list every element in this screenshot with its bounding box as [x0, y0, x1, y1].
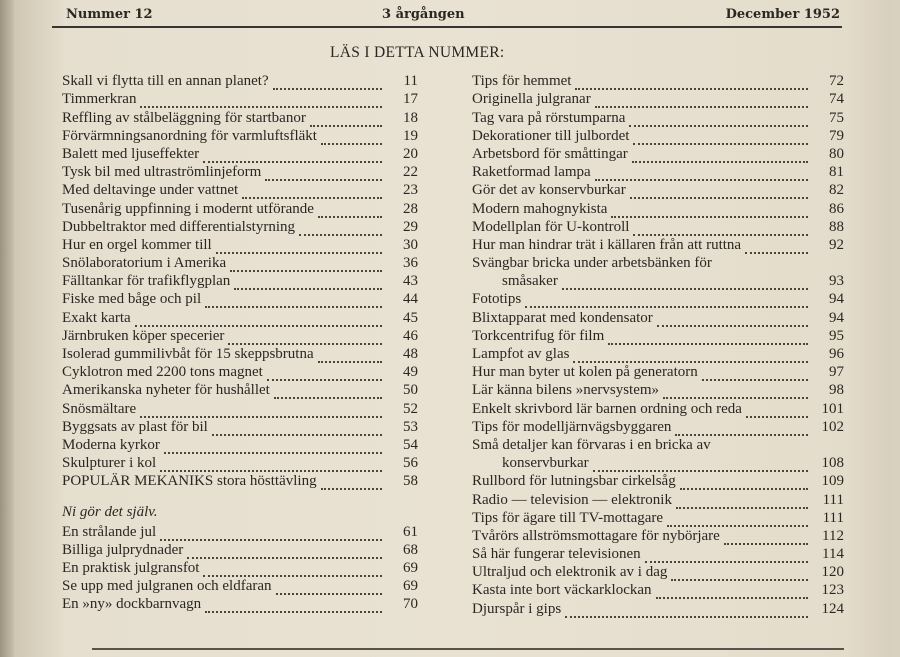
toc-entry [62, 522, 418, 540]
toc-entry-title: Se upp med julgranen och eldfaran [62, 578, 272, 595]
dot-leader [645, 548, 808, 563]
dot-leader [676, 494, 808, 509]
toc-entry [62, 399, 418, 417]
toc-entry-title: Isolerad gummilivbåt för 15 skeppsbrutna [62, 346, 314, 362]
toc-entry-title: Fiske med båge och pil [62, 291, 202, 308]
toc-entry [472, 545, 844, 563]
dot-leader [675, 421, 808, 436]
toc-entry [472, 290, 844, 308]
dot-leader [135, 312, 382, 327]
dot-leader [656, 584, 808, 599]
toc-entry [62, 595, 418, 613]
toc-entry [472, 254, 844, 272]
toc-entry-page: 111 [822, 491, 844, 508]
toc-entry-page: 11 [403, 73, 418, 90]
toc-entry-title: Snölaboratorium i Amerika [62, 255, 227, 272]
toc-entry-title: Små detaljer kan förvaras i en bricka av [472, 436, 711, 453]
toc-entry [62, 559, 418, 577]
toc-entry-title: En »ny» dockbarnvagn [62, 596, 202, 613]
toc-entry-page: 101 [821, 400, 844, 417]
toc-entry-page: 61 [403, 523, 418, 540]
toc-entry [472, 581, 844, 599]
toc-entry [472, 345, 844, 363]
toc-entry-title: Lär känna bilens »nervsystem» [472, 382, 660, 399]
dot-leader [593, 457, 808, 472]
toc-entry-page: 123 [821, 582, 844, 599]
dot-leader [160, 526, 382, 541]
toc-entry-page: 111 [822, 509, 844, 526]
toc-entry-title: POPULÄR MEKANIKS stora hösttävling [62, 473, 317, 490]
dot-leader [680, 475, 808, 490]
toc-entry-page: 81 [829, 164, 844, 181]
toc-entry-title: Förvärmningsanordning för varmluftsfläkt [62, 127, 317, 144]
toc-entry-page: 109 [821, 473, 844, 490]
toc-entry [472, 108, 844, 126]
toc-entry-page: 48 [403, 346, 418, 362]
toc-entry-title: Moderna kyrkor [62, 436, 160, 453]
toc-entry-page: 44 [403, 291, 418, 308]
dot-leader [671, 566, 808, 581]
dot-leader [265, 166, 382, 181]
toc-entry-page: 74 [829, 91, 844, 108]
toc-entry [62, 418, 418, 436]
toc-entry-title: Exakt karta [62, 309, 131, 326]
toc-entry-page: 20 [403, 145, 418, 162]
toc-entry-title: Kasta inte bort väckarklockan [472, 582, 652, 599]
dot-leader [633, 130, 808, 145]
toc-entry-title: Svängbar bricka under arbetsbänken för [472, 255, 712, 272]
toc-entry [62, 290, 418, 308]
toc-entry-page: 52 [403, 400, 418, 417]
toc-entry-page: 23 [403, 182, 418, 199]
dot-leader [310, 112, 382, 127]
toc-entry-page: 28 [403, 200, 418, 217]
dot-leader [230, 257, 382, 272]
toc-entry [62, 236, 418, 254]
toc-entry-title: Djurspår i gips [472, 600, 562, 617]
toc-entry-title: Dubbeltraktor med differentialstyrning [62, 218, 295, 235]
dot-leader [630, 184, 808, 199]
dot-leader [608, 330, 808, 345]
contents-title: LÄS I DETTA NUMMER: [330, 44, 505, 61]
toc-entry [472, 72, 844, 90]
toc-entry-title: Tysk bil med ultraströmlinjeform [62, 164, 262, 181]
toc-entry-title: Modellplan för U-kontroll [472, 218, 630, 235]
toc-entry-page: 97 [829, 364, 844, 381]
toc-entry-title: Tvårörs allströmsmottagare för nybörjare [472, 527, 720, 544]
toc-entry-page: 46 [403, 327, 418, 344]
dot-leader [724, 530, 808, 545]
toc-entry-title: En praktisk julgransfot [62, 559, 200, 576]
toc-entry-page: 54 [403, 436, 418, 453]
toc-entry-title: Balett med ljuseffekter [62, 145, 200, 162]
toc-entry-page: 79 [829, 127, 844, 144]
toc-entry [472, 381, 844, 399]
dot-leader [140, 403, 382, 418]
toc-entry-title: Snösmältare [62, 400, 137, 417]
contents-right-column [472, 72, 844, 618]
toc-entry [472, 599, 844, 617]
toc-entry-title: Tips för hemmet [472, 73, 572, 90]
dot-leader [242, 184, 382, 199]
toc-entry [472, 181, 844, 199]
toc-entry [472, 145, 844, 163]
toc-entry [472, 490, 844, 508]
dot-leader [667, 512, 808, 527]
toc-entry-page: 120 [821, 564, 844, 581]
dot-leader [633, 221, 808, 236]
toc-entry-page: 92 [829, 236, 844, 253]
toc-entry-page: 69 [403, 578, 418, 595]
toc-entry-page: 30 [403, 236, 418, 253]
toc-entry-page: 82 [829, 182, 844, 199]
toc-entry-title: Hur man byter ut kolen på generatorn [472, 364, 698, 381]
toc-entry-page: 45 [403, 309, 418, 326]
toc-entry [472, 199, 844, 217]
dot-leader [267, 366, 382, 381]
dot-leader [203, 562, 382, 577]
toc-entry-page: 18 [403, 109, 418, 126]
issue-date: December 1952 [725, 7, 840, 22]
toc-entry-title: Raketformad lampa [472, 164, 591, 181]
toc-entry-title: Billiga julprydnader [62, 541, 184, 558]
contents-left-column [62, 72, 418, 613]
dot-leader [321, 130, 382, 145]
toc-entry [472, 218, 844, 236]
dot-leader [575, 75, 808, 90]
toc-entry-continued [472, 272, 844, 290]
toc-entry-title-cont: konservburkar [502, 455, 589, 472]
toc-entry [472, 363, 844, 381]
toc-entry-page: 80 [829, 145, 844, 162]
toc-entry-page: 124 [821, 600, 844, 617]
toc-entry [62, 108, 418, 126]
dot-leader [273, 75, 382, 90]
toc-entry [62, 327, 418, 345]
dot-leader [663, 384, 808, 399]
toc-entry-title: Hur man hindrar trät i källaren från att ruttna [472, 236, 742, 253]
toc-entry-page: 69 [403, 559, 418, 576]
bottom-rule [92, 648, 844, 650]
toc-entry-page: 95 [829, 327, 844, 344]
toc-entry [62, 90, 418, 108]
dot-leader [205, 598, 382, 613]
toc-entry-page: 102 [821, 418, 844, 435]
dot-leader [274, 384, 382, 399]
toc-entry-title: Dekorationer till julbordet [472, 127, 630, 144]
dot-leader [140, 93, 382, 108]
dot-leader [702, 366, 808, 381]
toc-entry-page: 114 [822, 546, 844, 563]
dot-leader [595, 166, 808, 181]
toc-entry-title: Timmerkran [62, 91, 137, 108]
toc-entry-page: 49 [403, 364, 418, 381]
toc-entry-title: Rullbord för lutningsbar cirkelsåg [472, 473, 676, 490]
toc-entry-title: Skall vi flytta till en annan planet? [62, 73, 269, 90]
toc-entry [472, 563, 844, 581]
toc-entry [472, 308, 844, 326]
toc-entry [472, 127, 844, 145]
toc-entry [62, 436, 418, 454]
dot-leader [745, 239, 808, 254]
toc-entry [472, 418, 844, 436]
dot-leader [160, 457, 382, 472]
toc-entry-page: 58 [403, 473, 418, 490]
toc-entry-page: 19 [403, 127, 418, 144]
toc-entry [62, 218, 418, 236]
toc-entry [472, 163, 844, 181]
toc-entry-title: Hur en orgel kommer till [62, 236, 212, 253]
dot-leader [234, 275, 382, 290]
toc-entry [62, 363, 418, 381]
toc-entry-page: 22 [403, 164, 418, 181]
toc-entry-title: Fototips [472, 291, 522, 308]
toc-entry-continued [472, 454, 844, 472]
dot-leader [318, 348, 382, 363]
toc-entry-page: 94 [829, 291, 844, 308]
toc-entry [62, 454, 418, 472]
toc-entry-title: Radio — television — elektronik [472, 491, 672, 508]
toc-entry [472, 436, 844, 454]
dot-leader [565, 603, 808, 618]
toc-entry-page: 29 [403, 218, 418, 235]
toc-entry [62, 254, 418, 272]
toc-entry-title: Arbetsbord för småttingar [472, 145, 628, 162]
toc-entry-page: 70 [403, 596, 418, 613]
toc-entry [62, 72, 418, 90]
toc-entry-title: Så här fungerar televisionen [472, 546, 641, 563]
dot-leader [525, 293, 808, 308]
toc-entry-page: 72 [829, 73, 844, 90]
section-heading: Ni gör det själv. [62, 504, 158, 521]
toc-entry [472, 90, 844, 108]
dot-leader [276, 580, 382, 595]
dot-leader [629, 112, 808, 127]
toc-entry-page: 56 [403, 455, 418, 472]
toc-entry-title: Torkcentrifug för film [472, 327, 605, 344]
toc-entry-title: Ultraljud och elektronik av i dag [472, 564, 668, 581]
toc-entry-title: Modern mahognykista [472, 200, 608, 217]
toc-entry [472, 472, 844, 490]
toc-entry [62, 381, 418, 399]
toc-entry [62, 145, 418, 163]
toc-entry-title: Fälltankar för trafikflygplan [62, 273, 231, 290]
toc-entry [62, 163, 418, 181]
toc-entry-title: Järnbruken köper specerier [62, 327, 225, 344]
toc-entry-title: Tips för ägare till TV-mottagare [472, 509, 664, 526]
toc-entry [472, 236, 844, 254]
toc-entry [472, 527, 844, 545]
toc-entry [62, 345, 418, 363]
toc-entry-page: 96 [829, 346, 844, 362]
dot-leader [216, 239, 382, 254]
toc-entry-page: 108 [821, 455, 844, 472]
toc-entry-title: Reffling av stålbeläggning för startbanor [62, 109, 306, 126]
toc-entry-page: 75 [829, 109, 844, 126]
toc-entry-page: 43 [403, 273, 418, 290]
toc-entry-page: 17 [403, 91, 418, 108]
toc-entry-page: 93 [829, 273, 844, 290]
toc-entry-page: 53 [403, 418, 418, 435]
toc-entry-page: 36 [403, 255, 418, 272]
toc-entry [62, 181, 418, 199]
toc-entry-page: 88 [829, 218, 844, 235]
toc-entry-title: Enkelt skrivbord lär barnen ordning och reda [472, 400, 742, 417]
dot-leader [657, 312, 808, 327]
dot-leader [746, 403, 808, 418]
dot-leader [321, 475, 382, 490]
dot-leader [632, 148, 808, 163]
toc-entry [62, 577, 418, 595]
page-header [52, 4, 842, 28]
toc-entry-title: Amerikanska nyheter för hushållet [62, 382, 270, 399]
toc-entry-title: Skulpturer i kol [62, 455, 157, 472]
toc-entry-title: Cyklotron med 2200 tons magnet [62, 364, 263, 381]
toc-entry [62, 541, 418, 559]
dot-leader [595, 93, 808, 108]
toc-entry-title: Blixtapparat med kondensator [472, 309, 653, 326]
dot-leader [318, 203, 382, 218]
toc-entry [472, 327, 844, 345]
dot-leader [611, 203, 808, 218]
toc-entry-title: Tag vara på rörstumparna [472, 109, 626, 126]
toc-entry-page: 50 [403, 382, 418, 399]
dot-leader [212, 421, 382, 436]
toc-entry [472, 399, 844, 417]
toc-entry-title: Lampfot av glas [472, 346, 570, 362]
toc-entry-title: Gör det av konservburkar [472, 182, 626, 199]
dot-leader [187, 544, 382, 559]
toc-entry [62, 199, 418, 217]
toc-entry-title: Tips för modelljärnvägsbyggaren [472, 418, 672, 435]
toc-entry [472, 509, 844, 527]
toc-entry-page: 98 [829, 382, 844, 399]
toc-entry [62, 127, 418, 145]
toc-entry-title-cont: småsaker [502, 273, 558, 290]
toc-entry-title: Tusenårig uppfinning i modernt utförande [62, 200, 314, 217]
page-edge [0, 0, 14, 657]
toc-entry-page: 86 [829, 200, 844, 217]
dot-leader [562, 275, 808, 290]
toc-entry-title: Originella julgranar [472, 91, 591, 108]
issue-number: Nummer 12 [66, 7, 153, 22]
toc-entry-page: 94 [829, 309, 844, 326]
toc-entry-page: 112 [822, 527, 844, 544]
dot-leader [203, 148, 382, 163]
dot-leader [299, 221, 382, 236]
toc-entry-page: 68 [403, 541, 418, 558]
dot-leader [164, 439, 382, 454]
toc-entry [62, 272, 418, 290]
toc-entry-title: En strålande jul [62, 523, 157, 540]
toc-entry-title: Byggsats av plast för bil [62, 418, 208, 435]
dot-leader [205, 293, 382, 308]
volume-label: 3 årgången [382, 7, 465, 22]
toc-entry [62, 472, 418, 490]
dot-leader [228, 330, 382, 345]
dot-leader [573, 348, 808, 363]
toc-entry [62, 308, 418, 326]
toc-entry-title: Med deltavinge under vattnet [62, 182, 239, 199]
